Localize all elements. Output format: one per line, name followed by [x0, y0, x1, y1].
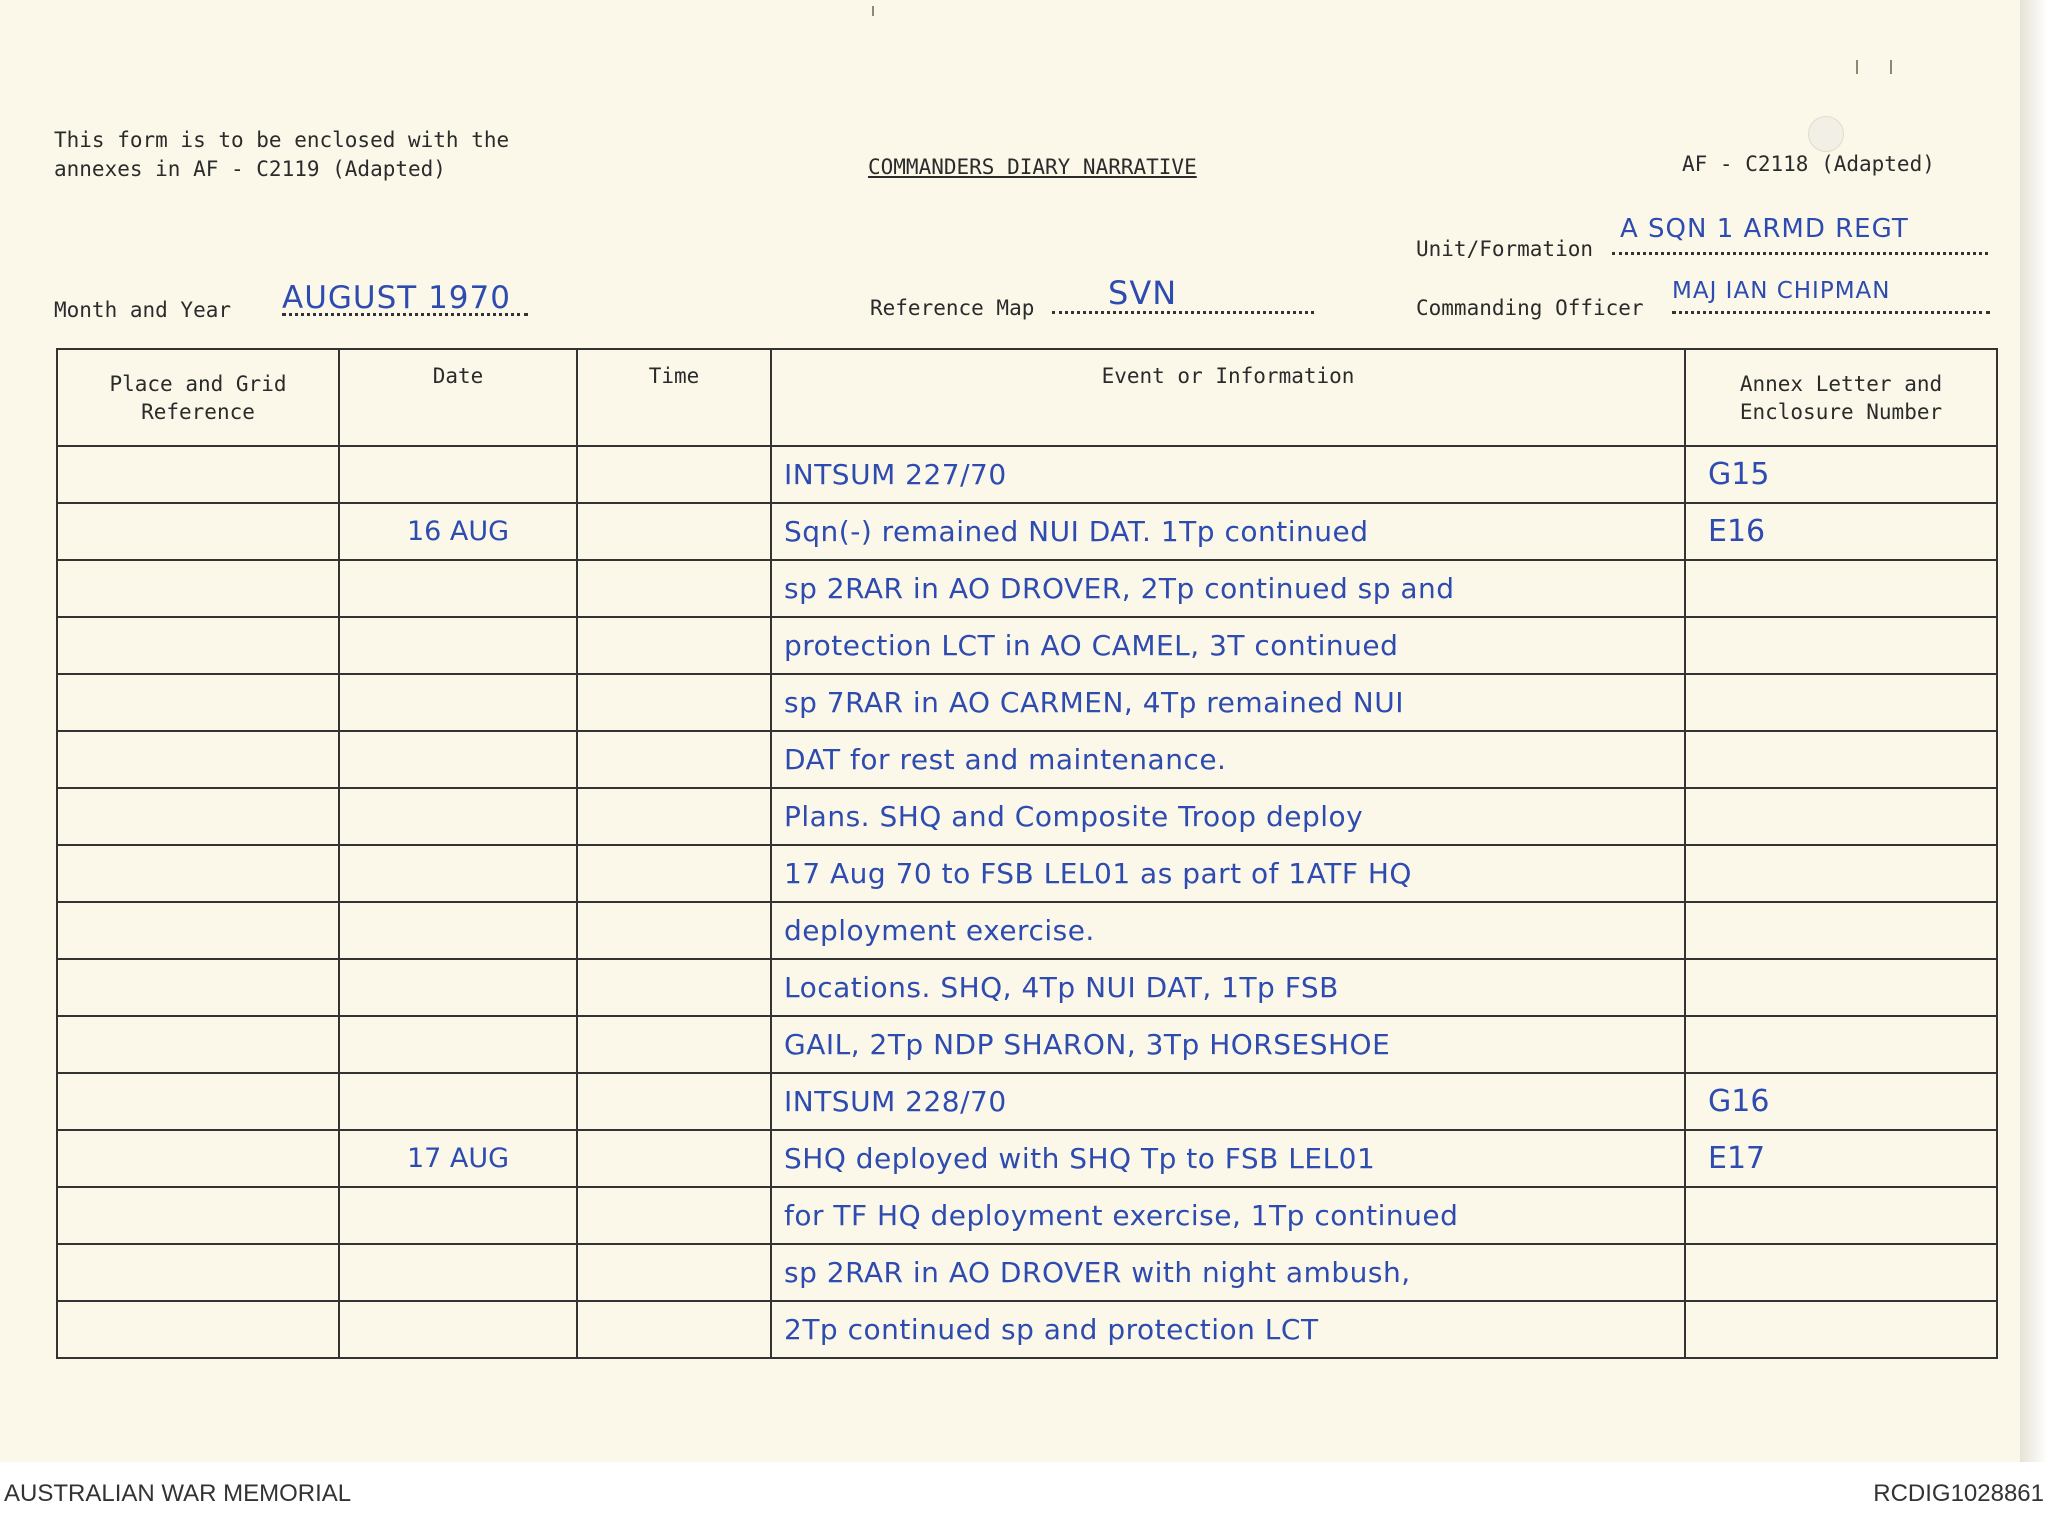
table-row	[57, 959, 1997, 1016]
table-header-row	[57, 349, 1997, 446]
date-cell	[339, 446, 577, 503]
col-header-annex: Annex Letter and Enclosure Number	[1685, 349, 1997, 446]
event-cell: GAIL, 2Tp NDP SHARON, 3Tp HORSESHOE	[771, 1016, 1685, 1073]
month-value: AUGUST 1970	[282, 280, 511, 316]
table-row	[57, 446, 1997, 503]
table-row	[57, 1187, 1997, 1244]
place-cell	[57, 959, 339, 1016]
time-cell	[577, 560, 771, 617]
time-cell	[577, 1130, 771, 1187]
place-cell	[57, 845, 339, 902]
page-edge	[2020, 0, 2048, 1462]
table-row	[57, 617, 1997, 674]
place-cell	[57, 1016, 339, 1073]
date-cell: 16 AUG	[339, 503, 577, 560]
table-row	[57, 845, 1997, 902]
place-cell	[57, 674, 339, 731]
date-cell	[339, 959, 577, 1016]
date-cell	[339, 1187, 577, 1244]
table-row	[57, 560, 1997, 617]
annex-cell	[1685, 1244, 1997, 1301]
map-value: SVN	[1108, 274, 1178, 312]
event-cell: for TF HQ deployment exercise, 1Tp continued	[771, 1187, 1685, 1244]
table-row	[57, 788, 1997, 845]
date-cell: 17 AUG	[339, 1130, 577, 1187]
event-cell: deployment exercise.	[771, 902, 1685, 959]
unit-dotted-line	[1612, 252, 1988, 255]
table-row	[57, 1244, 1997, 1301]
form-note-line1: This form is to be enclosed with the	[54, 128, 510, 152]
annex-cell	[1685, 959, 1997, 1016]
paper-mark	[1890, 60, 1892, 74]
time-cell	[577, 788, 771, 845]
event-cell: SHQ deployed with SHQ Tp to FSB LEL01	[771, 1130, 1685, 1187]
annex-cell	[1685, 788, 1997, 845]
form-note-line2: annexes in AF - C2119 (Adapted)	[54, 157, 446, 181]
unit-label: Unit/Formation	[1416, 237, 1594, 261]
place-cell	[57, 788, 339, 845]
annex-cell	[1685, 902, 1997, 959]
footer-record-id: RCDIG1028861	[1873, 1480, 2044, 1507]
place-cell	[57, 731, 339, 788]
date-cell	[339, 1016, 577, 1073]
event-cell: 2Tp continued sp and protection LCT	[771, 1301, 1685, 1358]
time-cell	[577, 446, 771, 503]
event-cell: 17 Aug 70 to FSB LEL01 as part of 1ATF HQ	[771, 845, 1685, 902]
col-header-place: Place and Grid Reference	[57, 349, 339, 446]
annex-cell: E17	[1685, 1130, 1997, 1187]
form-title: COMMANDERS DIARY NARRATIVE	[868, 155, 1197, 179]
map-label: Reference Map	[870, 296, 1035, 320]
paper-mark	[872, 6, 874, 16]
place-cell	[57, 1301, 339, 1358]
annex-cell	[1685, 1187, 1997, 1244]
date-cell	[339, 731, 577, 788]
table-row	[57, 503, 1997, 560]
event-cell: Sqn(-) remained NUI DAT. 1Tp continued	[771, 503, 1685, 560]
annex-cell	[1685, 674, 1997, 731]
paper-mark	[1856, 60, 1858, 74]
form-code: AF - C2118 (Adapted)	[1682, 152, 1935, 176]
officer-dotted-line	[1672, 311, 1990, 314]
date-cell	[339, 1073, 577, 1130]
annex-cell	[1685, 617, 1997, 674]
time-cell	[577, 1073, 771, 1130]
time-cell	[577, 1016, 771, 1073]
place-cell	[57, 1073, 339, 1130]
col-header-time: Time	[577, 349, 771, 446]
event-cell: DAT for rest and maintenance.	[771, 731, 1685, 788]
col-header-date: Date	[339, 349, 577, 446]
time-cell	[577, 1244, 771, 1301]
table-row	[57, 731, 1997, 788]
table-row	[57, 902, 1997, 959]
place-cell	[57, 560, 339, 617]
time-cell	[577, 959, 771, 1016]
annex-cell: G15	[1685, 446, 1997, 503]
time-cell	[577, 674, 771, 731]
event-cell: Plans. SHQ and Composite Troop deploy	[771, 788, 1685, 845]
event-cell: sp 2RAR in AO DROVER with night ambush,	[771, 1244, 1685, 1301]
map-dotted-line	[1052, 311, 1314, 314]
date-cell	[339, 617, 577, 674]
event-cell: protection LCT in AO CAMEL, 3T continued	[771, 617, 1685, 674]
table-row	[57, 674, 1997, 731]
place-cell	[57, 503, 339, 560]
date-cell	[339, 674, 577, 731]
officer-value: MAJ IAN CHIPMAN	[1672, 278, 1891, 304]
annex-cell	[1685, 1301, 1997, 1358]
diary-table	[56, 348, 1998, 1359]
officer-label: Commanding Officer	[1416, 296, 1644, 320]
table-row	[57, 1130, 1997, 1187]
annex-cell: G16	[1685, 1073, 1997, 1130]
date-cell	[339, 1301, 577, 1358]
col-header-event: Event or Information	[771, 349, 1685, 446]
time-cell	[577, 503, 771, 560]
event-cell: INTSUM 227/70	[771, 446, 1685, 503]
place-cell	[57, 1187, 339, 1244]
date-cell	[339, 788, 577, 845]
place-cell	[57, 1244, 339, 1301]
place-cell	[57, 446, 339, 503]
time-cell	[577, 845, 771, 902]
table-row	[57, 1016, 1997, 1073]
annex-cell	[1685, 1016, 1997, 1073]
annex-cell	[1685, 731, 1997, 788]
annex-cell: E16	[1685, 503, 1997, 560]
date-cell	[339, 845, 577, 902]
place-cell	[57, 902, 339, 959]
event-cell: Locations. SHQ, 4Tp NUI DAT, 1Tp FSB	[771, 959, 1685, 1016]
unit-value: A SQN 1 ARMD REGT	[1620, 214, 1909, 244]
date-cell	[339, 902, 577, 959]
place-cell	[57, 617, 339, 674]
time-cell	[577, 1301, 771, 1358]
table-row	[57, 1301, 1997, 1358]
month-label: Month and Year	[54, 298, 232, 322]
date-cell	[339, 560, 577, 617]
place-cell	[57, 1130, 339, 1187]
annex-cell	[1685, 560, 1997, 617]
punch-hole	[1808, 116, 1844, 152]
event-cell: sp 7RAR in AO CARMEN, 4Tp remained NUI	[771, 674, 1685, 731]
footer-archive-name: AUSTRALIAN WAR MEMORIAL	[4, 1480, 352, 1507]
annex-cell	[1685, 845, 1997, 902]
time-cell	[577, 1187, 771, 1244]
event-cell: INTSUM 228/70	[771, 1073, 1685, 1130]
time-cell	[577, 731, 771, 788]
date-cell	[339, 1244, 577, 1301]
table-row	[57, 1073, 1997, 1130]
time-cell	[577, 617, 771, 674]
event-cell: sp 2RAR in AO DROVER, 2Tp continued sp and	[771, 560, 1685, 617]
time-cell	[577, 902, 771, 959]
